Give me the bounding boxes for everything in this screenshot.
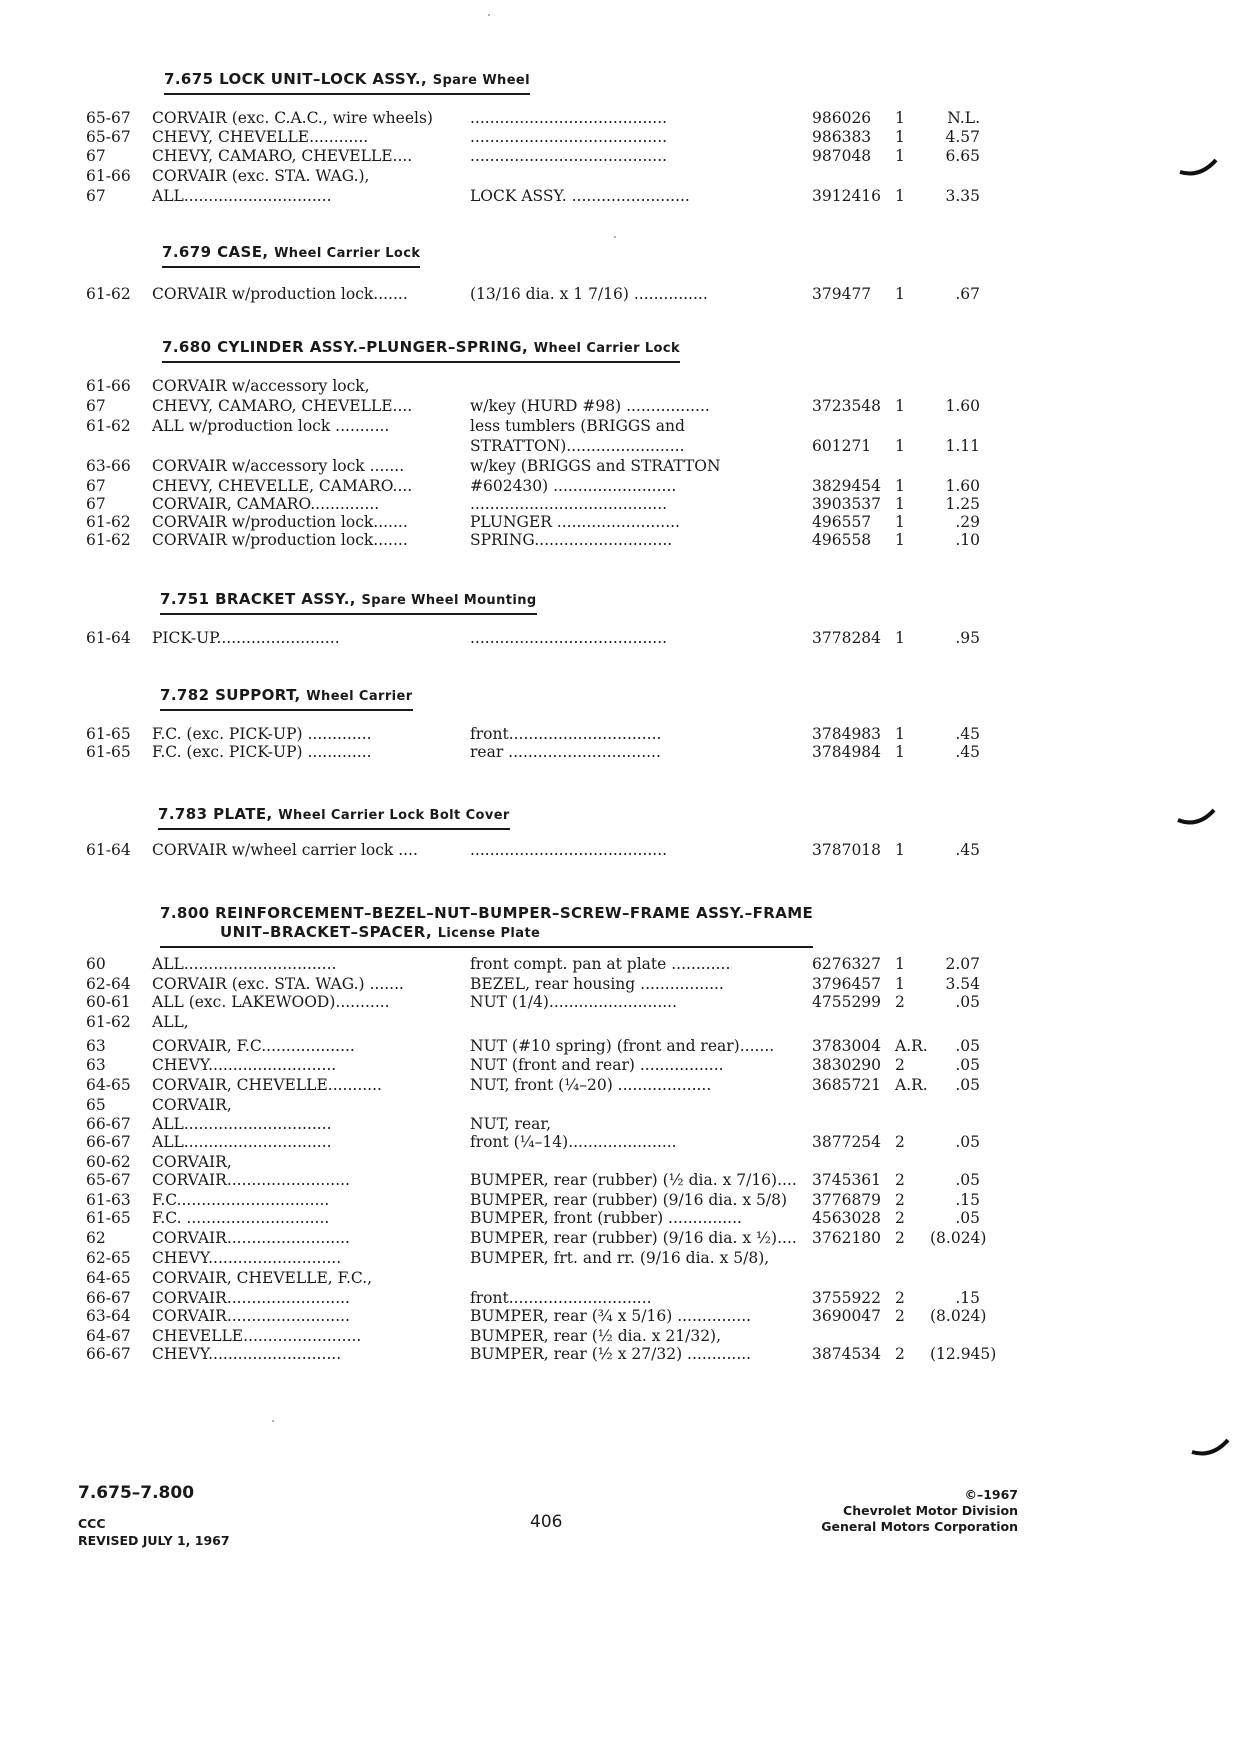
cell-model: CHEVY........................... <box>152 1345 342 1363</box>
cell-qty: 1 <box>895 147 905 165</box>
cell-qty: 1 <box>895 128 905 146</box>
cell-desc: BUMPER, rear (rubber) (9/16 dia. x 5/8) <box>470 1191 788 1209</box>
section-heading <box>160 590 537 615</box>
cell-desc: NUT, rear, <box>470 1115 551 1133</box>
cell-pn: 986026 <box>812 109 872 127</box>
cell-pn: 3877254 <box>812 1133 882 1151</box>
cell-model: CORVAIR......................... <box>152 1307 350 1325</box>
section-heading <box>164 70 530 95</box>
cell-qty: 2 <box>895 1056 905 1074</box>
cell-qty: 2 <box>895 993 905 1011</box>
catalog-row <box>0 628 1248 648</box>
catalog-row <box>0 1095 1248 1115</box>
cell-pn: 3778284 <box>812 629 882 647</box>
cell-price: .05 <box>955 1056 980 1074</box>
cell-qty: 1 <box>895 955 905 973</box>
catalog-row <box>0 840 1248 860</box>
cell-yr: 67 <box>86 187 106 205</box>
cell-qty: A.R. <box>895 1076 928 1094</box>
cell-pn: 3874534 <box>812 1345 882 1363</box>
cell-desc: BUMPER, rear (rubber) (9/16 dia. x ½).... <box>470 1229 797 1247</box>
cell-model: CORVAIR, CAMARO.............. <box>152 495 380 513</box>
cell-price: .05 <box>955 1037 980 1055</box>
cell-yr: 66-67 <box>86 1133 131 1151</box>
cell-price: (12.945) <box>930 1345 997 1363</box>
cell-model: CORVAIR w/production lock....... <box>152 285 408 303</box>
cell-model: CORVAIR (exc. C.A.C., wire wheels) <box>152 109 433 127</box>
cell-model: ALL............................... <box>152 955 337 973</box>
cell-yr: 65-67 <box>86 128 131 146</box>
cell-price: 3.35 <box>945 187 980 205</box>
cell-yr: 63-66 <box>86 457 131 475</box>
cell-desc: front (¼–14)...................... <box>470 1133 677 1151</box>
cell-yr: 61-62 <box>86 531 131 549</box>
cell-model: F.C. (exc. PICK-UP) ............. <box>152 743 372 761</box>
cell-price: 3.54 <box>945 975 980 993</box>
cell-qty: 1 <box>895 109 905 127</box>
cell-pn: 4563028 <box>812 1209 882 1227</box>
cell-pn: 601271 <box>812 437 872 455</box>
catalog-row <box>0 436 1248 456</box>
cell-model: CORVAIR......................... <box>152 1171 350 1189</box>
catalog-row <box>0 1170 1248 1190</box>
cell-desc: ........................................ <box>470 841 668 859</box>
cell-price: 1.11 <box>945 437 980 455</box>
cell-desc: ........................................ <box>470 629 668 647</box>
cell-model: CHEVY, CAMARO, CHEVELLE.... <box>152 147 413 165</box>
cell-desc: w/key (BRIGGS and STRATTON <box>470 457 721 475</box>
cell-yr: 63 <box>86 1056 106 1074</box>
scan-speck <box>272 1420 274 1422</box>
cell-model: PICK-UP......................... <box>152 629 340 647</box>
section-title: 7.679 CASE, <box>162 243 269 261</box>
cell-yr: 66-67 <box>86 1115 131 1133</box>
cell-model: CORVAIR w/production lock....... <box>152 531 408 549</box>
cell-model: CHEVY, CHEVELLE, CAMARO.... <box>152 477 413 495</box>
cell-price: 1.25 <box>945 495 980 513</box>
cell-yr: 63-64 <box>86 1307 131 1325</box>
cell-desc: BUMPER, frt. and rr. (9/16 dia. x 5/8), <box>470 1249 770 1267</box>
cell-pn: 6276327 <box>812 955 882 973</box>
cell-desc: w/key (HURD #98) ................. <box>470 397 710 415</box>
cell-yr: 60-62 <box>86 1153 131 1171</box>
cell-yr: 63 <box>86 1037 106 1055</box>
cell-yr: 60 <box>86 955 106 973</box>
section-subtitle: Wheel Carrier <box>306 689 413 704</box>
catalog-row <box>0 724 1248 744</box>
cell-yr: 65-67 <box>86 109 131 127</box>
cell-price: .05 <box>955 1209 980 1227</box>
cell-yr: 61-65 <box>86 743 131 761</box>
cell-price: 4.57 <box>945 128 980 146</box>
cell-qty: 1 <box>895 187 905 205</box>
cell-price: .45 <box>955 841 980 859</box>
cell-desc: BUMPER, rear (rubber) (½ dia. x 7/16).... <box>470 1171 797 1189</box>
catalog-row <box>0 1344 1248 1364</box>
cell-desc: front............................... <box>470 725 662 743</box>
catalog-row <box>0 1036 1248 1056</box>
section-heading <box>160 904 813 948</box>
cell-qty: 1 <box>895 437 905 455</box>
revision-date: REVISED JULY 1, 1967 <box>78 1533 230 1548</box>
cell-desc: NUT (1/4).......................... <box>470 993 678 1011</box>
cell-desc: BUMPER, rear (¾ x 5/16) ............... <box>470 1307 752 1325</box>
catalog-row <box>0 1306 1248 1326</box>
cell-yr: 67 <box>86 397 106 415</box>
cell-pn: 3690047 <box>812 1307 882 1325</box>
cell-pn: 3903537 <box>812 495 882 513</box>
catalog-row <box>0 1055 1248 1075</box>
cell-model: CORVAIR, <box>152 1153 232 1171</box>
cell-model: CORVAIR, F.C................... <box>152 1037 355 1055</box>
cell-qty: 1 <box>895 975 905 993</box>
cell-price: N.L. <box>947 109 980 127</box>
cell-pn: 986383 <box>812 128 872 146</box>
cell-price: .05 <box>955 993 980 1011</box>
catalog-row <box>0 1114 1248 1134</box>
cell-model: CORVAIR w/accessory lock, <box>152 377 370 395</box>
cell-price: .45 <box>955 725 980 743</box>
catalog-row <box>0 186 1248 206</box>
cell-model: CORVAIR, <box>152 1096 232 1114</box>
cell-yr: 66-67 <box>86 1289 131 1307</box>
cell-yr: 61-62 <box>86 1013 131 1031</box>
cell-yr: 61-64 <box>86 629 131 647</box>
catalog-row <box>0 992 1248 1012</box>
cell-desc: ........................................ <box>470 147 668 165</box>
catalog-row <box>0 396 1248 416</box>
cell-desc: STRATTON)........................ <box>470 437 685 455</box>
section-subtitle: Wheel Carrier Lock Bolt Cover <box>278 808 510 823</box>
cell-model: CORVAIR w/wheel carrier lock .... <box>152 841 418 859</box>
cell-desc: NUT, front (¼–20) ................... <box>470 1076 712 1094</box>
cell-price: .15 <box>955 1289 980 1307</box>
division-name: Chevrolet Motor Division <box>843 1503 1018 1518</box>
cell-qty: 1 <box>895 531 905 549</box>
cell-price: 1.60 <box>945 397 980 415</box>
catalog-row <box>0 954 1248 974</box>
cell-desc: NUT (#10 spring) (front and rear)....... <box>470 1037 775 1055</box>
cell-qty: 1 <box>895 495 905 513</box>
cell-model: CHEVY........................... <box>152 1249 342 1267</box>
cell-pn: 3796457 <box>812 975 882 993</box>
cell-model: CORVAIR w/accessory lock ....... <box>152 457 405 475</box>
cell-yr: 61-63 <box>86 1191 131 1209</box>
cell-yr: 61-62 <box>86 513 131 531</box>
scan-mark <box>1190 1438 1230 1458</box>
cell-model: ALL w/production lock ........... <box>152 417 390 435</box>
cell-model: F.C. ............................. <box>152 1209 330 1227</box>
cell-yr: 64-65 <box>86 1076 131 1094</box>
cell-pn: 3830290 <box>812 1056 882 1074</box>
cell-model: ALL, <box>152 1013 189 1031</box>
cell-yr: 61-65 <box>86 725 131 743</box>
cell-pn: 3784984 <box>812 743 882 761</box>
cell-pn: 496558 <box>812 531 872 549</box>
section-range: 7.675–7.800 <box>78 1483 195 1503</box>
cell-yr: 61-62 <box>86 285 131 303</box>
cell-yr: 61-66 <box>86 377 131 395</box>
cell-pn: 3776879 <box>812 1191 882 1209</box>
cell-desc: less tumblers (BRIGGS and <box>470 417 685 435</box>
cell-desc: PLUNGER ......................... <box>470 513 680 531</box>
cell-price: (8.024) <box>930 1307 987 1325</box>
cell-desc: front compt. pan at plate ............ <box>470 955 731 973</box>
section-heading <box>162 338 680 363</box>
section-heading <box>162 243 420 268</box>
catalog-row <box>0 476 1248 496</box>
cell-qty: 2 <box>895 1171 905 1189</box>
section-title: 7.782 SUPPORT, <box>160 686 301 704</box>
copyright: ©–1967 <box>964 1487 1018 1502</box>
cell-yr: 61-64 <box>86 841 131 859</box>
cell-qty: 1 <box>895 513 905 531</box>
cell-model: ALL.............................. <box>152 187 332 205</box>
catalog-row <box>0 108 1248 128</box>
section-heading <box>158 805 510 830</box>
cell-desc: BUMPER, rear (½ x 27/32) ............. <box>470 1345 752 1363</box>
cell-price: 1.60 <box>945 477 980 495</box>
footer-left <box>78 1483 230 1549</box>
cell-desc: #602430) ......................... <box>470 477 677 495</box>
catalog-row <box>0 1075 1248 1095</box>
cell-model: CORVAIR, CHEVELLE........... <box>152 1076 382 1094</box>
cell-pn: 3784983 <box>812 725 882 743</box>
cell-pn: 3723548 <box>812 397 882 415</box>
cell-model: CORVAIR......................... <box>152 1229 350 1247</box>
cell-qty: 1 <box>895 397 905 415</box>
catalog-row <box>0 146 1248 166</box>
scan-speck <box>488 14 490 16</box>
cell-model: CHEVELLE........................ <box>152 1327 362 1345</box>
cell-price: .05 <box>955 1076 980 1094</box>
footer-right <box>821 1487 1018 1535</box>
cell-desc: BUMPER, rear (½ dia. x 21/32), <box>470 1327 722 1345</box>
section-subtitle: Wheel Carrier Lock <box>274 246 421 261</box>
cell-price: .45 <box>955 743 980 761</box>
cell-price: .67 <box>955 285 980 303</box>
cell-desc: ........................................ <box>470 128 668 146</box>
cell-model: CORVAIR w/production lock....... <box>152 513 408 531</box>
catalog-row <box>0 1248 1248 1268</box>
cell-desc: rear ............................... <box>470 743 661 761</box>
cell-yr: 64-67 <box>86 1327 131 1345</box>
cell-model: CHEVY.......................... <box>152 1056 337 1074</box>
scan-speck <box>614 236 616 238</box>
section-title: 7.800 REINFORCEMENT–BEZEL–NUT–BUMPER–SCREW–FRAME ASSY.–FRAME <box>160 904 814 922</box>
cell-pn: 379477 <box>812 285 872 303</box>
cell-model: ALL.............................. <box>152 1133 332 1151</box>
section-subtitle: Wheel Carrier Lock <box>533 341 681 356</box>
cell-qty: 1 <box>895 841 905 859</box>
cell-model: ALL.............................. <box>152 1115 332 1133</box>
cell-qty: 1 <box>895 743 905 761</box>
cell-pn: 3745361 <box>812 1171 882 1189</box>
cell-model: CHEVY, CHEVELLE............ <box>152 128 369 146</box>
cell-yr: 66-67 <box>86 1345 131 1363</box>
cell-pn: 3685721 <box>812 1076 882 1094</box>
catalog-row <box>0 1190 1248 1210</box>
cell-price: .29 <box>955 513 980 531</box>
cell-desc: SPRING............................ <box>470 531 673 549</box>
cell-desc: front............................. <box>470 1289 652 1307</box>
cell-qty: 2 <box>895 1289 905 1307</box>
catalog-row <box>0 1208 1248 1228</box>
cell-qty: 1 <box>895 725 905 743</box>
cell-price: .15 <box>955 1191 980 1209</box>
cell-qty: 1 <box>895 285 905 303</box>
catalog-row <box>0 1132 1248 1152</box>
cell-pn: 3912416 <box>812 187 882 205</box>
cell-qty: 2 <box>895 1307 905 1325</box>
section-title: 7.751 BRACKET ASSY., <box>160 590 356 608</box>
catalog-row <box>0 1152 1248 1172</box>
cell-desc: NUT (front and rear) ................. <box>470 1056 724 1074</box>
section-subtitle: Spare Wheel <box>432 73 530 88</box>
cell-price: (8.024) <box>930 1229 987 1247</box>
catalog-row <box>0 416 1248 436</box>
catalog-row <box>0 284 1248 304</box>
cell-qty: 2 <box>895 1209 905 1227</box>
cell-pn: 3783004 <box>812 1037 882 1055</box>
cell-model: F.C............................... <box>152 1191 330 1209</box>
cell-pn: 4755299 <box>812 993 882 1011</box>
cell-yr: 65-67 <box>86 1171 131 1189</box>
scan-mark <box>1176 808 1216 828</box>
cell-price: 6.65 <box>945 147 980 165</box>
cell-yr: 65 <box>86 1096 106 1114</box>
page-number: 406 <box>530 1512 563 1532</box>
catalog-row <box>0 742 1248 762</box>
catalog-row <box>0 1288 1248 1308</box>
section-title: 7.680 CYLINDER ASSY.–PLUNGER–SPRING, <box>162 338 529 356</box>
catalog-row <box>0 1268 1248 1288</box>
section-heading <box>160 686 413 711</box>
cell-qty: 1 <box>895 477 905 495</box>
cell-qty: A.R. <box>895 1037 928 1055</box>
cell-qty: 2 <box>895 1229 905 1247</box>
cell-desc: LOCK ASSY. ........................ <box>470 187 690 205</box>
catalog-row <box>0 530 1248 550</box>
cell-yr: 61-65 <box>86 1209 131 1227</box>
cell-yr: 61-62 <box>86 417 131 435</box>
cell-yr: 62-65 <box>86 1249 131 1267</box>
cell-pn: 496557 <box>812 513 872 531</box>
cell-yr: 67 <box>86 477 106 495</box>
catalog-row <box>0 512 1248 532</box>
catalog-row <box>0 1228 1248 1248</box>
section-subtitle: License Plate <box>437 926 541 941</box>
catalog-row <box>0 1012 1248 1032</box>
catalog-row <box>0 376 1248 396</box>
section-title: 7.675 LOCK UNIT–LOCK ASSY., <box>164 70 428 88</box>
cell-qty: 2 <box>895 1345 905 1363</box>
catalog-row <box>0 456 1248 476</box>
catalog-row <box>0 1326 1248 1346</box>
cell-yr: 62-64 <box>86 975 131 993</box>
cell-model: CORVAIR, CHEVELLE, F.C., <box>152 1269 373 1287</box>
cell-yr: 67 <box>86 495 106 513</box>
cell-qty: 2 <box>895 1191 905 1209</box>
cell-qty: 2 <box>895 1133 905 1151</box>
catalog-row <box>0 166 1248 186</box>
cell-price: .05 <box>955 1171 980 1189</box>
section-title: 7.783 PLATE, <box>158 805 273 823</box>
cell-desc: ........................................ <box>470 109 668 127</box>
cell-pn: 3787018 <box>812 841 882 859</box>
section-title-line2 <box>160 923 813 943</box>
section-subtitle: Spare Wheel Mounting <box>361 593 537 608</box>
cell-pn: 3755922 <box>812 1289 882 1307</box>
scan-mark <box>1178 158 1218 178</box>
cell-pn: 3762180 <box>812 1229 882 1247</box>
cell-price: 2.07 <box>945 955 980 973</box>
cell-qty: 1 <box>895 629 905 647</box>
cell-yr: 61-66 <box>86 167 131 185</box>
cell-model: F.C. (exc. PICK-UP) ............. <box>152 725 372 743</box>
section-title-cont: UNIT–BRACKET–SPACER, <box>220 923 433 941</box>
cell-price: .10 <box>955 531 980 549</box>
cell-pn: 3829454 <box>812 477 882 495</box>
cell-yr: 60-61 <box>86 993 131 1011</box>
cell-model: CORVAIR (exc. STA. WAG.) ....... <box>152 975 404 993</box>
catalog-row <box>0 127 1248 147</box>
catalog-row <box>0 974 1248 994</box>
cell-yr: 67 <box>86 147 106 165</box>
cell-yr: 62 <box>86 1229 106 1247</box>
cell-model: CORVAIR......................... <box>152 1289 350 1307</box>
cell-yr: 64-65 <box>86 1269 131 1287</box>
cell-model: CHEVY, CAMARO, CHEVELLE.... <box>152 397 413 415</box>
cell-desc: BUMPER, front (rubber) ............... <box>470 1209 742 1227</box>
catalog-code: CCC <box>78 1516 106 1531</box>
cell-desc: ........................................ <box>470 495 668 513</box>
cell-desc: (13/16 dia. x 1 7/16) ............... <box>470 285 708 303</box>
cell-pn: 987048 <box>812 147 872 165</box>
cell-price: .05 <box>955 1133 980 1151</box>
cell-model: CORVAIR (exc. STA. WAG.), <box>152 167 370 185</box>
cell-desc: BEZEL, rear housing ................. <box>470 975 724 993</box>
cell-price: .95 <box>955 629 980 647</box>
corporation-name: General Motors Corporation <box>821 1519 1018 1534</box>
catalog-row <box>0 494 1248 514</box>
cell-model: ALL (exc. LAKEWOOD)........... <box>152 993 390 1011</box>
